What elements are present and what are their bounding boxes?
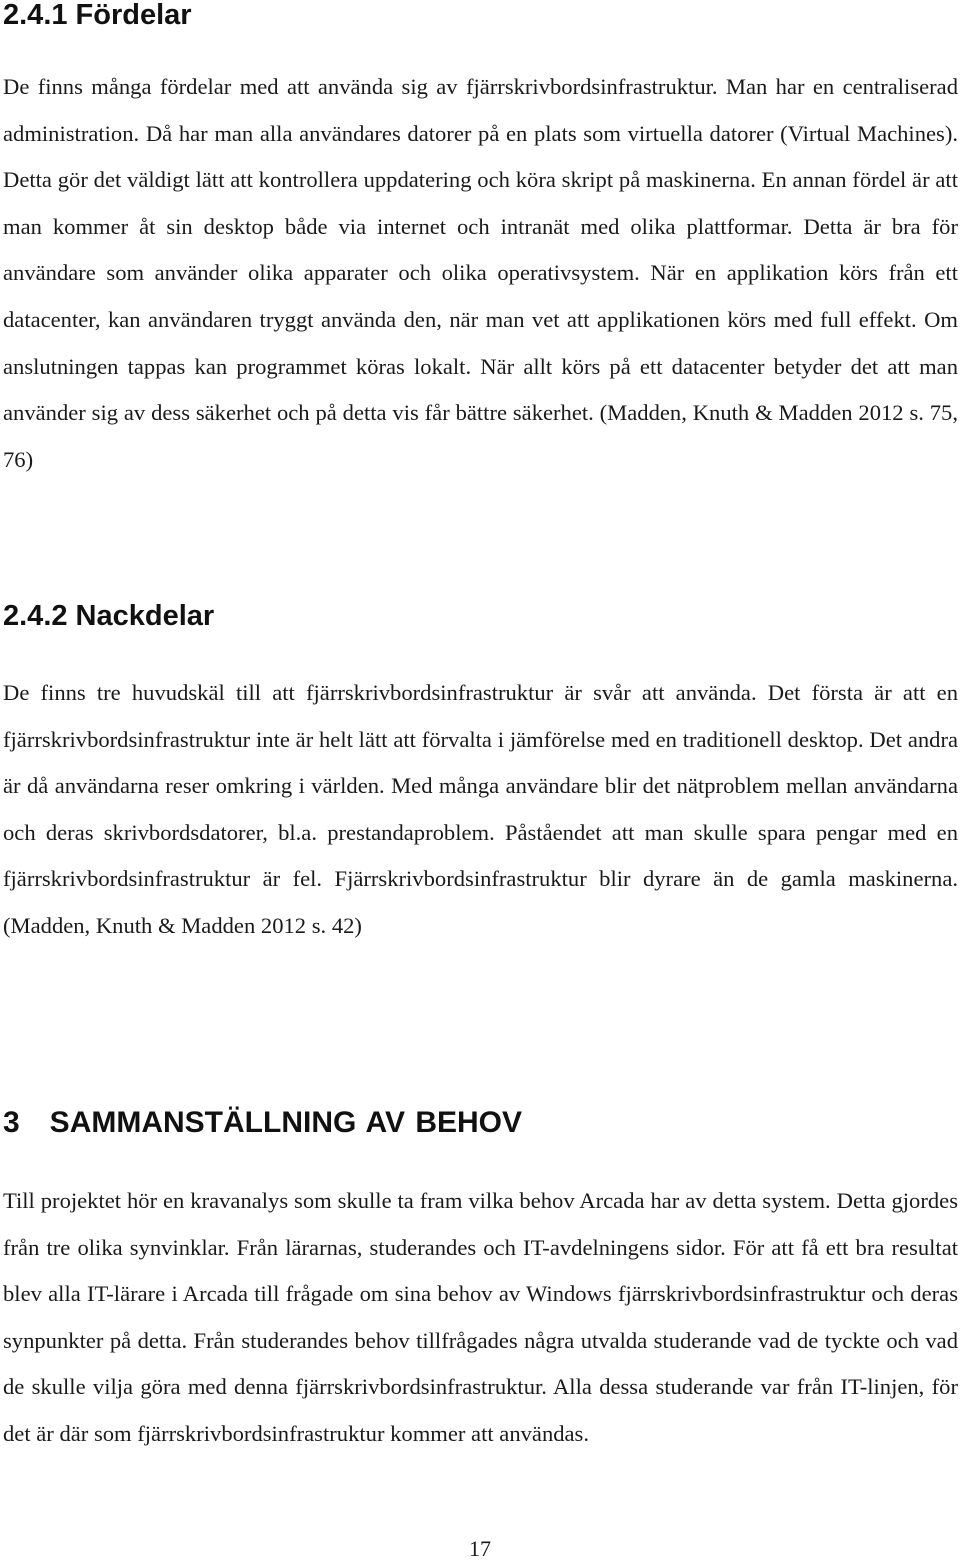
section-heading-nackdelar: 2.4.2 Nackdelar bbox=[3, 600, 215, 632]
page-number: 17 bbox=[469, 1536, 491, 1561]
section-paragraph-nackdelar: De finns tre huvudskäl till att fjärrskrivbordsinfrastruktur är svår att använda. Det första är att en fjärrskrivbordsinfrastruktur inte är helt lätt att förvalta i jämförelse med en traditionell desktop. Det andra är då användarna reser omkring i världen. Med många användare blir det nätproblem mellan användarna och deras skrivbordsdatorer, bl.a. prestandaproblem. Påståendet att man skulle spara pengar med en fjärrskrivbordsinfrastruktur är fel. Fjärrskrivbordsinfrastruktur blir dyrare än de gamla maskinerna. (Madden, Knuth & Madden 2012 s. 42) bbox=[3, 680, 958, 938]
section-paragraph-fordelar: De finns många fördelar med att använda sig av fjärrskrivbordsinfrastruktur. Man har en centraliserad administration. Då har man alla användares datorer på en plats som virtuella datorer (Virtual Machines). Detta gör det väldigt lätt att kontrollera uppdatering och köra skript på maskinerna. En annan fördel är att man kommer åt sin desktop både via internet och intranät med olika plattformar. Detta är bra för användare som använder olika apparater och olika operativsystem. När en applikation körs från ett datacenter, kan användaren tryggt använda den, när man vet att applikationen körs med full effekt. Om anslutningen tappas kan programmet köras lokalt. När allt körs på ett datacenter betyder det att man använder sig av dess säkerhet och på detta vis får bättre säkerhet. (Madden, Knuth & Madden 2012 s. 75, 76) bbox=[3, 74, 958, 472]
section-heading-fordelar: 2.4.1 Fördelar bbox=[3, 0, 192, 31]
chapter-paragraph-sammanstallning: Till projektet hör en kravanalys som skulle ta fram vilka behov Arcada har av detta system. Detta gjordes från tre olika synvinklar. Från lärarnas, studerandes och IT-avdelningens sidor. För att få ett bra resultat blev alla IT-lärare i Arcada till frågade om sina behov av Windows fjärrskrivbordsinfrastruktur och deras synpunkter på detta. Från studerandes behov tillfrågades några utvalda studerande vad de tyckte och vad de skulle vilja göra med denna fjärrskrivbordsinfrastruktur. Alla dessa studerande var från IT-linjen, för det är där som fjärrskrivbordsinfrastruktur kommer att användas. bbox=[3, 1188, 958, 1446]
chapter-heading-sammanstallning: 3 SAMMANSTÄLLNING AV BEHOV bbox=[3, 1106, 523, 1139]
